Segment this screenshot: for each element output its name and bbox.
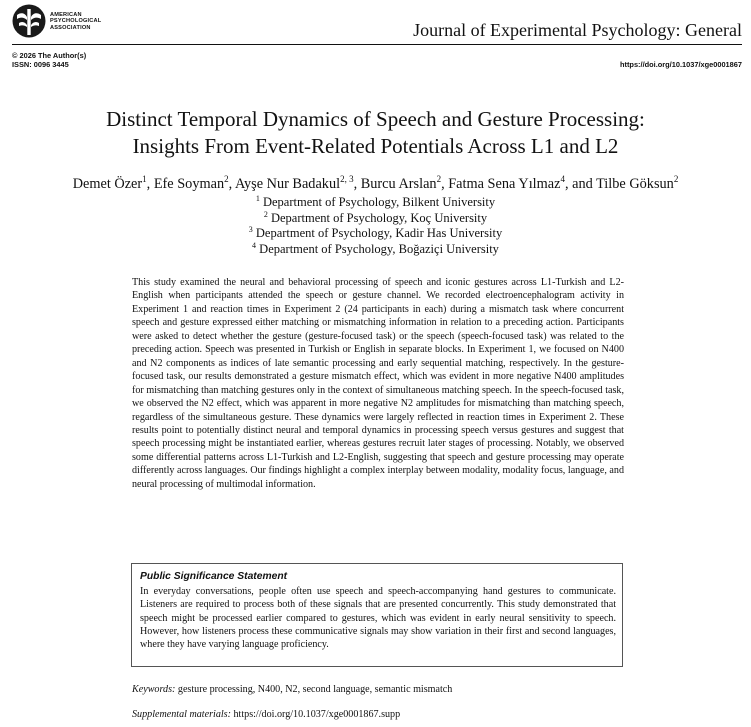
supplemental-materials	[132, 709, 400, 720]
paper-title	[0, 106, 751, 160]
org-line: PSYCHOLOGICAL	[50, 18, 102, 25]
header-rule	[12, 44, 742, 45]
author: Demet Özer$^1$	[72, 174, 147, 192]
affiliation: $^4$ Department of Psychology, Boğaziçi University	[252, 241, 499, 257]
org-line: ASSOCIATION	[50, 24, 91, 31]
affiliation-list	[0, 195, 751, 258]
author: Efe Soyman$^2$	[153, 174, 229, 192]
publication-meta	[12, 51, 86, 69]
supplemental-label: Supplemental materials:	[132, 709, 231, 720]
author: Tilbe Göksun$^2$	[596, 174, 679, 192]
keywords-text: gesture processing, N400, N2, second language, semantic mismatch	[177, 684, 453, 695]
apa-logo-icon	[12, 4, 46, 38]
keywords	[132, 684, 452, 695]
issn: ISSN: 0096 3445	[12, 60, 69, 69]
journal-title: Journal of Experimental Psychology: General	[413, 20, 742, 40]
author: Burcu Arslan$^2$	[360, 174, 442, 192]
affiliation: $^1$ Department of Psychology, Bilkent University	[255, 194, 496, 209]
title-line: Distinct Temporal Dynamics of Speech and Gesture Processing:	[106, 107, 645, 131]
abstract: This study examined the neural and behavioral processing of speech and iconic gestures across L1-Turkish and L2-English when participants attended the speech or gesture channel. We recorded electroencephalogram activity in Experiment 1 and reaction times in Experiment 2 (24 participants in each) during a mismatch task where concurrent speech and gesture expressed either matching or mismatching information in relation to a preceding action. Participants were asked to detect whether the gesture (gesture-focused task) or the speech (speech-focused task) was related to the preceding action. Speech was presented in Turkish or English in separate blocks. In Experiment 1, we focused on N400 and N2 components as indices of late semantic processing and early sequential matching, respectively. In the gesture-focused task, our results demonstrated a gesture mismatch effect, which was evident in more negative N400 amplitudes for mismatching than matching gestures only in the context of simultaneous matching speech. In the speech-focused task, we observed the N2 effect, which was apparent in more negative N2 amplitudes for mismatching than matching speech, regardless of the simultaneous gesture. These dynamics were largely reflected in reaction times in Experiment 2. These results point to potentially distinct neural and temporal dynamics in processing speech versus gestures and suggest that speech processing might be instantiated earlier, whereas gestures recruit later stages of processing. Notably, we observed some differential patterns across L1-Turkish and L2-English, suggesting that speech and gesture processing may operate differently across languages. Our findings highlight a complex interplay between modality, modality focus, language, and neural processing of multimodal information.	[132, 277, 624, 490]
copyright: © 2026 The Author(s)	[12, 51, 87, 60]
author: Fatma Sena Yılmaz$^4$	[448, 174, 565, 192]
significance-body: In everyday conversations, people often use speech and speech-accompanying hand gestures to communicate. Listeners are required to process both of these signals that are presented concurrently. This study demonstrated that speech might be processed earlier compared to gestures, which was evident in early neural sensitivity to speech. However, how listeners process these communicative signals may show variation in their first and second languages, where they have varying language proficiency.	[140, 586, 616, 651]
doi-link[interactable]: https://doi.org/10.1037/xge0001867	[620, 60, 742, 69]
author: Ayşe Nur Badakul$^{2, 3}$	[234, 174, 354, 192]
title-line: Insights From Event-Related Potentials Across L1 and L2	[132, 134, 619, 158]
supplemental-link[interactable]: https://doi.org/10.1037/xge0001867.supp	[233, 709, 401, 720]
significance-title: Public Significance Statement	[140, 571, 288, 582]
org-line: AMERICAN	[50, 12, 82, 18]
affiliation: $^3$ Department of Psychology, Kadir Has University	[248, 225, 503, 241]
organization-name	[50, 12, 101, 31]
keywords-label: Keywords:	[132, 684, 176, 695]
author-list: Demet Özer$^1$, Efe Soyman$^2$, Ayşe Nur Badakul$^{2, 3}$, Burcu Arslan$^2$, Fatma Sena Yılmaz$^4$, and Tilbe Göksun$^2$	[72, 174, 679, 192]
affiliation: $^2$ Department of Psychology, Koç University	[263, 209, 488, 225]
